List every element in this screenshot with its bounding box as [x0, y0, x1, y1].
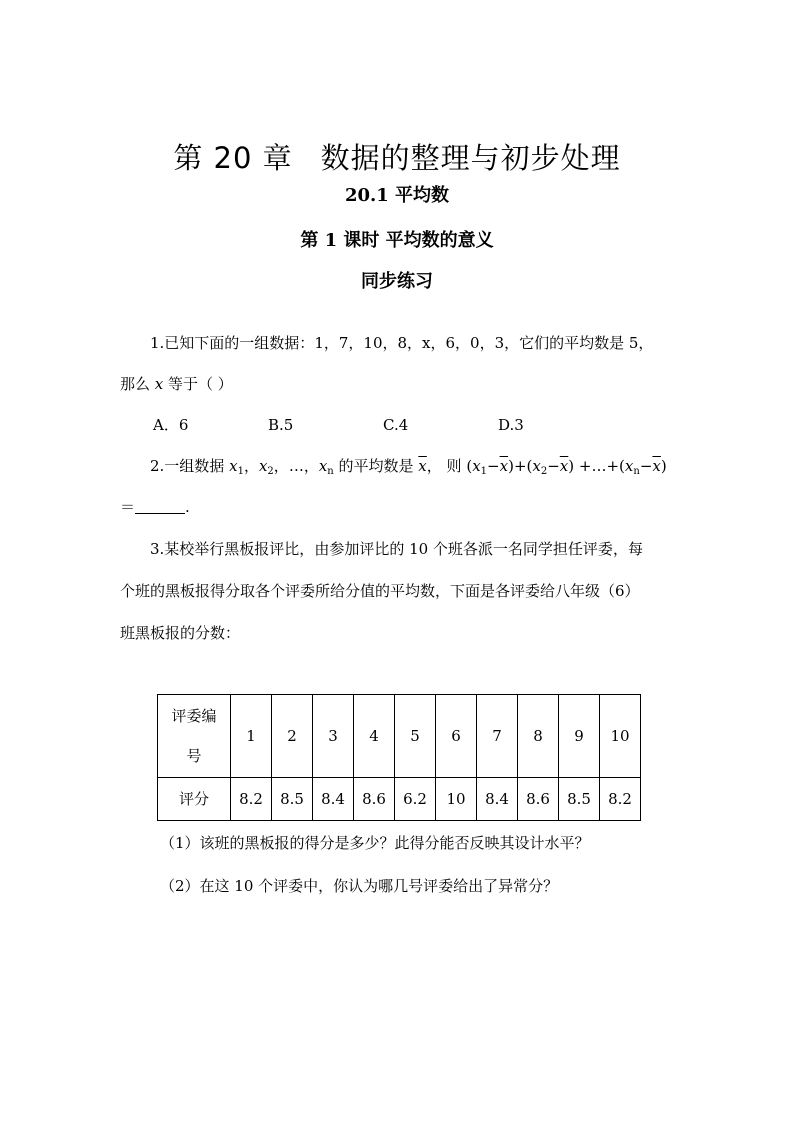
score-cell: 8.2 — [600, 778, 641, 821]
q3-subquestion-2: （2）在这 10 个评委中，你认为哪几号评委给出了异常分？ — [160, 877, 559, 895]
q1-variable: x — [154, 375, 164, 393]
q2-var: x — [258, 457, 268, 475]
header-label: 号 — [186, 747, 202, 765]
q2-sub: 2 — [267, 466, 274, 477]
chapter-name: 数据的整理与初步处理 — [320, 141, 621, 175]
score-cell: 10 — [436, 778, 477, 821]
judge-number-header — [158, 695, 231, 778]
q2-paren: ( — [619, 457, 625, 475]
score-cell: 6.2 — [395, 778, 436, 821]
q2-var: x — [472, 457, 481, 475]
q1-options — [153, 414, 524, 435]
score-cell: 8.2 — [231, 778, 272, 821]
q2-var: x — [318, 457, 328, 475]
header-label: 评委编 — [171, 707, 217, 725]
q1-text-a: 那么 — [120, 375, 155, 393]
q2-sub: 2 — [540, 466, 548, 477]
q2-sep: ， — [273, 457, 289, 475]
judge-number-cell: 2 — [272, 695, 313, 778]
q2-mean: $\overline{x}$ — [559, 457, 569, 475]
practice-title: 同步练习 — [361, 271, 433, 292]
q2-then: ， 则 — [426, 457, 462, 475]
q2-sub: 1 — [480, 466, 488, 477]
q2-var: x — [229, 457, 238, 475]
q1-text-b: 等于（ ） — [163, 375, 233, 393]
score-cell: 8.4 — [477, 778, 518, 821]
q1-option-c: C.4 — [383, 416, 409, 434]
q2-ellipsis: … — [288, 457, 304, 475]
q2-paren: ) — [508, 457, 514, 475]
judge-number-cell: 5 — [395, 695, 436, 778]
q1-line1: 1.已知下面的一组数据：1，7，10，8，x，6，0，3，它们的平均数是 5， — [150, 334, 654, 352]
score-cell: 8.5 — [272, 778, 313, 821]
q2-var: x — [532, 457, 541, 475]
q2-sep: ， — [303, 457, 319, 475]
judge-number-cell: 9 — [559, 695, 600, 778]
score-cell: 8.4 — [313, 778, 354, 821]
q2-paren: ( — [466, 457, 473, 475]
q2-line1 — [150, 455, 667, 477]
table-row — [158, 778, 641, 821]
judge-number-cell: 1 — [231, 695, 272, 778]
score-header: 评分 — [158, 778, 231, 821]
table-row — [158, 695, 641, 778]
q2-plus: + — [513, 457, 527, 475]
q2-minus: − — [547, 457, 560, 475]
lesson-title: 第 1 课时 平均数的意义 — [300, 230, 494, 251]
chapter-title — [0, 136, 794, 177]
q2-period: . — [185, 498, 190, 516]
q1-option-a: A．6 — [153, 416, 189, 434]
judges-score-table — [157, 694, 641, 821]
score-cell: 8.6 — [354, 778, 395, 821]
judge-number-cell: 10 — [600, 695, 641, 778]
q1-option-d: D.3 — [498, 416, 524, 434]
q2-var: x — [624, 457, 634, 475]
score-cell: 8.5 — [559, 778, 600, 821]
q2-mean: $\overline{x}$ — [652, 457, 661, 475]
q2-sub: 1 — [237, 466, 244, 477]
judge-number-cell: 8 — [518, 695, 559, 778]
judge-number-cell: 3 — [313, 695, 354, 778]
q2-paren: ) — [568, 457, 575, 475]
q3-line2: 个班的黑板报得分取各个评委所给分值的平均数，下面是各评委给八年级（6） — [120, 582, 640, 600]
judge-number-cell: 6 — [436, 695, 477, 778]
q2-paren: ( — [526, 457, 533, 475]
q3-line1: 3.某校举行黑板报评比，由参加评比的 10 个班各派一名同学担任评委，每 — [150, 540, 643, 558]
q2-mid: 的平均数是 — [333, 457, 419, 475]
judge-number-cell: 4 — [354, 695, 395, 778]
q2-minus: − — [639, 457, 653, 475]
q2-sub: n — [633, 466, 640, 477]
q2-paren: ) — [660, 457, 667, 475]
q2-answer-blank — [135, 499, 185, 514]
chapter-number: 第 20 章 — [173, 141, 293, 175]
q2-line2 — [120, 496, 190, 517]
q2-sub: n — [327, 466, 334, 477]
q2-dots: +…+ — [578, 457, 620, 475]
q1-line2 — [120, 373, 233, 394]
q2-mean: $\overline{x}$ — [499, 457, 509, 475]
q1-option-b: B.5 — [268, 416, 294, 434]
q3-line3: 班黑板报的分数： — [120, 624, 241, 642]
q2-prefix: 2.一组数据 — [150, 457, 230, 475]
section-title: 20.1 平均数 — [344, 185, 450, 206]
q2-mean: $\overline{x}$ — [418, 457, 427, 475]
score-cell: 8.6 — [518, 778, 559, 821]
q2-minus: − — [487, 457, 500, 475]
q2-equals: ＝ — [120, 498, 136, 516]
judge-number-cell: 7 — [477, 695, 518, 778]
q2-sep: ， — [243, 457, 259, 475]
q3-subquestion-1: （1）该班的黑板报的得分是多少？此得分能否反映其设计水平？ — [160, 834, 590, 852]
